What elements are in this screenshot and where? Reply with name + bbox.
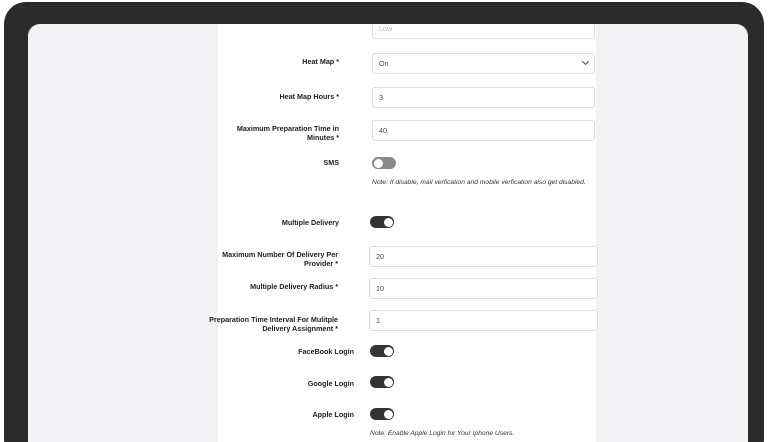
toggle-knob	[384, 218, 393, 227]
sms-label: SMS	[323, 158, 339, 167]
heat-map-hours-label: Heat Map Hours *	[279, 92, 339, 101]
toggle-knob	[384, 378, 393, 387]
heat-map-label: Heat Map *	[302, 57, 339, 66]
max-prep-time-label: Maximum Preparation Time in Minutes *	[236, 124, 339, 142]
chevron-down-icon	[582, 58, 589, 65]
toggle-knob	[374, 159, 383, 168]
max-prep-time-input[interactable]: 40	[372, 120, 595, 141]
screen	[28, 24, 748, 442]
prep-interval-label: Preparation Time Interval For Mulitple Delivery Assignment *	[209, 315, 338, 333]
heat-map-value: On	[379, 59, 389, 68]
apple-login-note: Note: Enable Apple Login for Your Iphone Users.	[370, 430, 515, 437]
facebook-login-label: FaceBook Login	[298, 347, 354, 356]
facebook-login-toggle[interactable]	[370, 345, 394, 357]
sms-note: Note: If disable, mail verfication and mobile verfication also get disabled.	[372, 179, 586, 186]
multiple-delivery-toggle[interactable]	[370, 216, 394, 228]
google-login-label: Google Login	[307, 379, 354, 388]
sms-toggle[interactable]	[372, 157, 396, 169]
google-login-toggle[interactable]	[370, 376, 394, 388]
toggle-knob	[384, 410, 393, 419]
apple-login-label: Apple Login	[312, 410, 354, 419]
multiple-delivery-label: Multiple Delivery	[281, 218, 339, 227]
multiple-delivery-radius-label: Multiple Delivery Radius *	[250, 282, 338, 291]
max-delivery-per-provider-label: Maximum Number Of Delivery Per Provider *	[222, 250, 338, 268]
heat-map-hours-input[interactable]: 3	[372, 87, 595, 108]
apple-login-toggle[interactable]	[370, 408, 394, 420]
toggle-knob	[384, 347, 393, 356]
heat-map-select[interactable]	[372, 53, 595, 74]
max-delivery-per-provider-input[interactable]: 20	[369, 246, 598, 267]
settings-form	[209, 24, 596, 442]
prep-interval-input[interactable]: 1	[369, 310, 598, 331]
multiple-delivery-radius-input[interactable]: 10	[369, 278, 598, 299]
device-frame	[4, 2, 764, 442]
top-partial-input[interactable]: Low	[372, 24, 595, 39]
